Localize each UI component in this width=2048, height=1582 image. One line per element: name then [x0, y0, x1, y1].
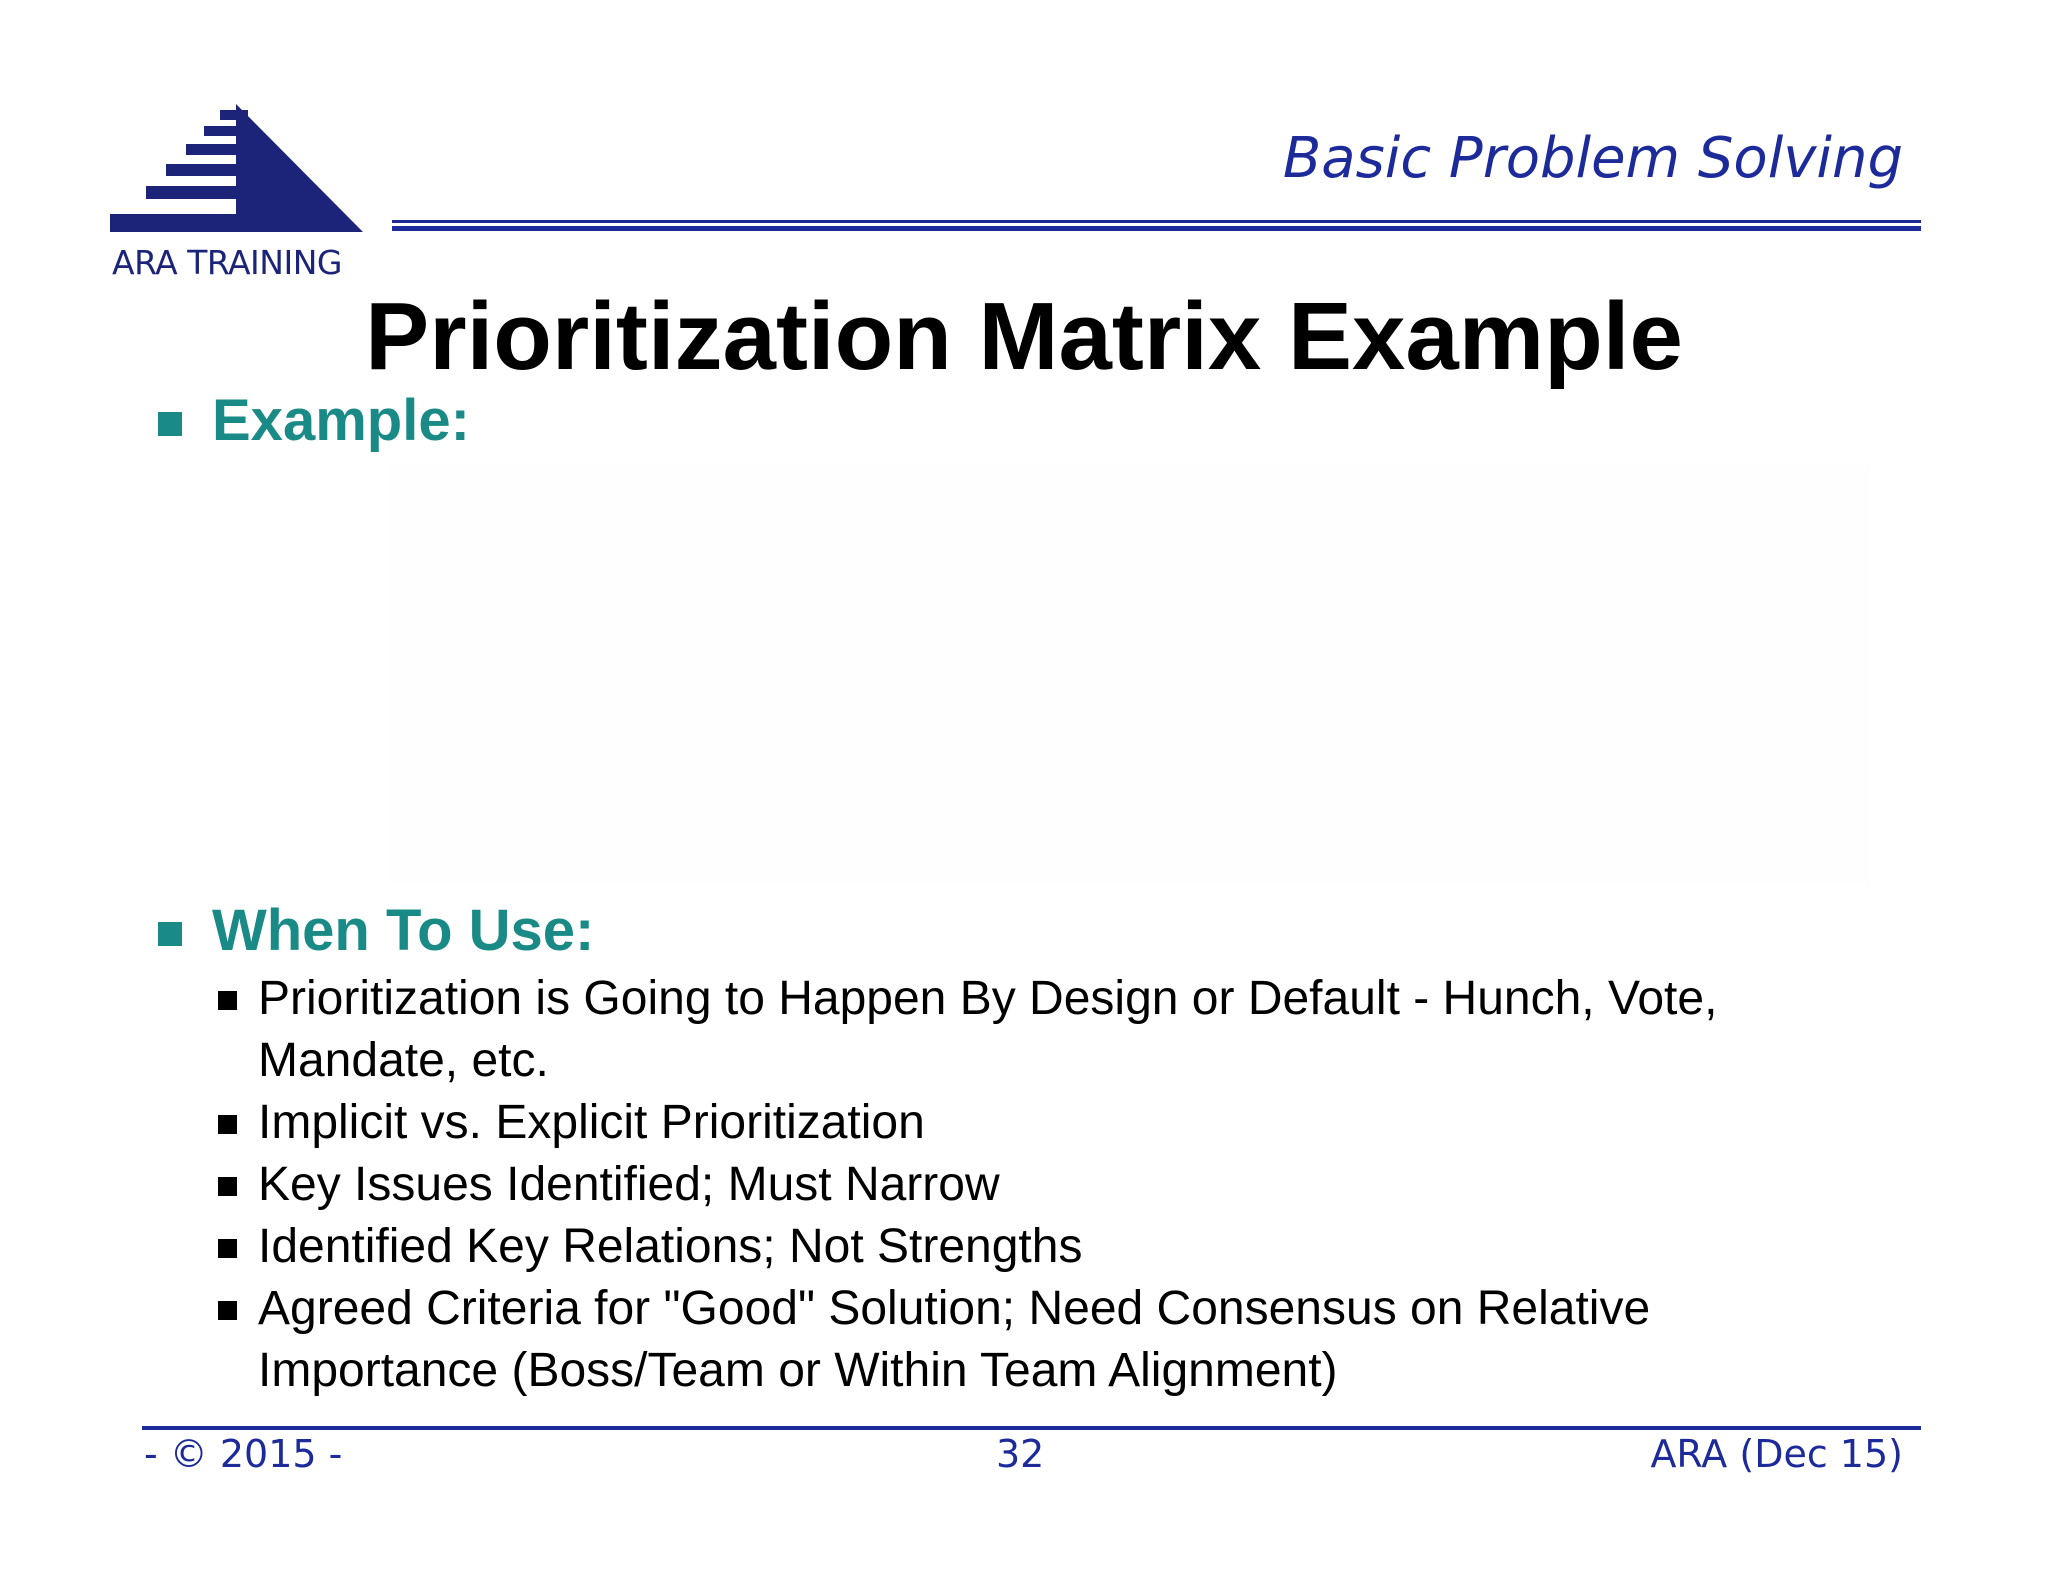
list-item-line: Agreed Criteria for "Good" Solution; Need Consensus on Relative	[258, 1282, 1651, 1335]
list-item	[215, 1092, 1915, 1154]
list-item	[215, 1154, 1915, 1216]
square-bullet-icon	[218, 1115, 237, 1134]
square-bullet-icon	[218, 1177, 237, 1196]
square-bullet-icon	[218, 1239, 237, 1258]
page-number: 32	[996, 1432, 1045, 1476]
list-item	[215, 1278, 1915, 1402]
list-item-line: Prioritization is Going to Happen By Design or Default - Hunch, Vote,	[258, 972, 1718, 1025]
when-to-use-list	[215, 968, 1915, 1402]
list-item-line: Importance (Boss/Team or Within Team Alignment)	[258, 1344, 1338, 1397]
square-bullet-icon	[218, 1301, 237, 1320]
course-title: Basic Problem Solving	[1282, 126, 1903, 191]
slide-title: Prioritization Matrix Example	[365, 283, 1683, 390]
when-to-use-label: When To Use:	[212, 898, 595, 963]
example-label: Example:	[212, 388, 470, 453]
list-item	[215, 968, 1915, 1092]
square-bullet-icon	[218, 991, 237, 1010]
logo-text: ARA TRAINING	[112, 243, 342, 282]
list-item-line: Key Issues Identified; Must Narrow	[258, 1158, 1000, 1211]
footer-copyright: - © 2015 -	[144, 1432, 343, 1476]
header-divider	[392, 220, 1921, 230]
list-item-line: Mandate, etc.	[258, 1034, 549, 1087]
teal-square-bullet-icon	[158, 922, 182, 946]
list-item-line: Implicit vs. Explicit Prioritization	[258, 1096, 925, 1149]
example-matrix-area	[390, 465, 1870, 885]
footer-divider	[142, 1426, 1921, 1430]
list-item-line: Identified Key Relations; Not Strengths	[258, 1220, 1083, 1273]
footer-date: ARA (Dec 15)	[1650, 1432, 1903, 1476]
list-item	[215, 1216, 1915, 1278]
teal-square-bullet-icon	[158, 412, 182, 436]
